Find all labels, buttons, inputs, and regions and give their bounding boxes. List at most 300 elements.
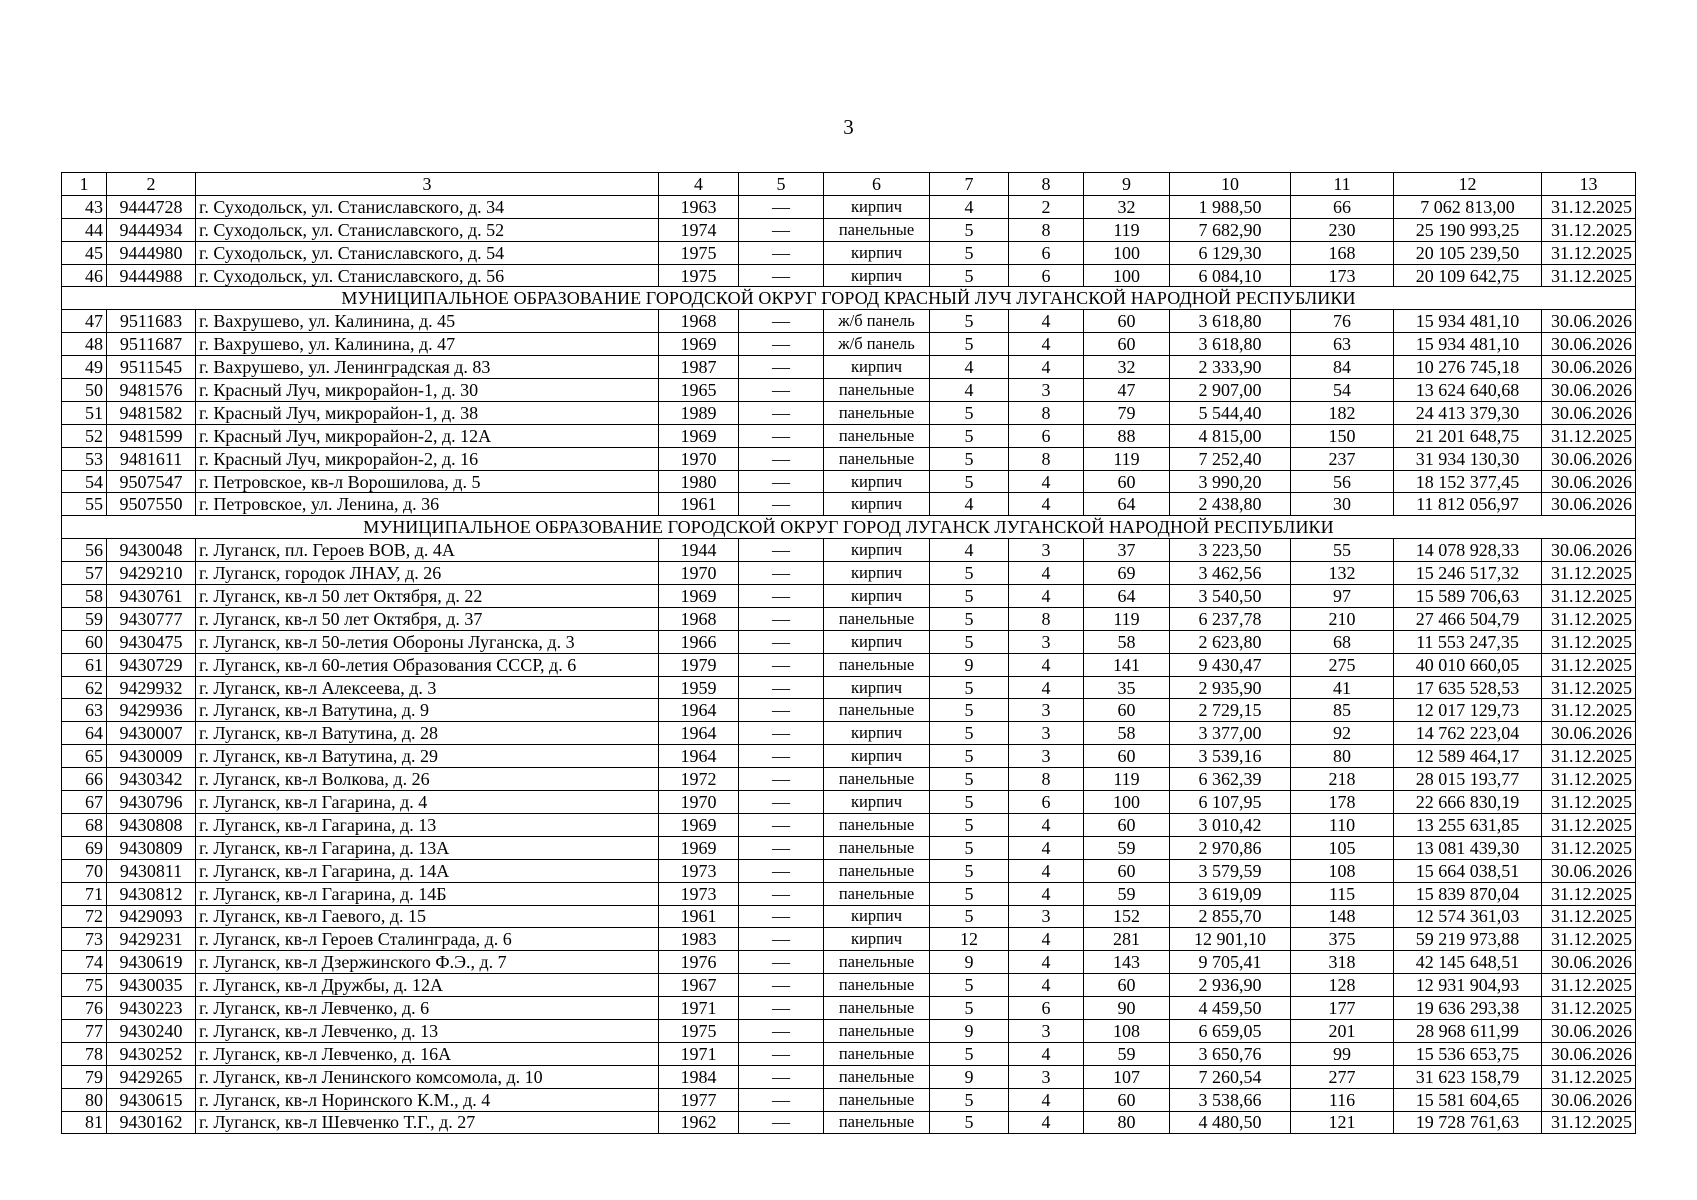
floors-cell: 5 xyxy=(930,745,1009,768)
total-area-cell: 6 129,30 xyxy=(1170,241,1291,264)
cost-cell: 10 276 745,18 xyxy=(1394,356,1542,379)
year-built-cell: 1975 xyxy=(659,1019,739,1042)
year-built-cell: 1968 xyxy=(659,607,739,630)
wall-material-cell: панельные xyxy=(824,951,930,974)
residents-cell: 105 xyxy=(1291,836,1394,859)
floors-cell: 5 xyxy=(930,1042,1009,1065)
row-number-cell: 66 xyxy=(62,768,107,791)
deadline-cell: 30.06.2026 xyxy=(1542,379,1636,402)
residents-cell: 277 xyxy=(1291,1065,1394,1088)
year-built-cell: 1980 xyxy=(659,470,739,493)
apartments-cell: 64 xyxy=(1084,585,1170,608)
row-number-cell: 47 xyxy=(62,310,107,333)
address-cell: г. Луганск, кв-л Дзержинского Ф.Э., д. 7 xyxy=(196,951,659,974)
column-number-cell: 8 xyxy=(1009,173,1084,196)
object-id-cell: 9481576 xyxy=(107,379,196,402)
object-id-cell: 9429093 xyxy=(107,905,196,928)
table-row xyxy=(62,905,1636,928)
wall-material-cell: панельные xyxy=(824,768,930,791)
row-number-cell: 76 xyxy=(62,997,107,1020)
deadline-cell: 30.06.2026 xyxy=(1542,493,1636,516)
row-number-cell: 59 xyxy=(62,607,107,630)
year-built-cell: 1984 xyxy=(659,1065,739,1088)
object-id-cell: 9444934 xyxy=(107,218,196,241)
residents-cell: 115 xyxy=(1291,882,1394,905)
col-5-cell: — xyxy=(739,447,824,470)
table-row xyxy=(62,401,1636,424)
entrances-cell: 6 xyxy=(1009,791,1084,814)
cost-cell: 14 762 223,04 xyxy=(1394,722,1542,745)
residents-cell: 201 xyxy=(1291,1019,1394,1042)
entrances-cell: 4 xyxy=(1009,333,1084,356)
wall-material-cell: панельные xyxy=(824,1065,930,1088)
year-built-cell: 1964 xyxy=(659,699,739,722)
wall-material-cell: кирпич xyxy=(824,905,930,928)
address-cell: г. Луганск, кв-л Шевченко Т.Г., д. 27 xyxy=(196,1111,659,1134)
object-id-cell: 9430048 xyxy=(107,539,196,562)
total-area-cell: 6 362,39 xyxy=(1170,768,1291,791)
year-built-cell: 1975 xyxy=(659,241,739,264)
floors-cell: 5 xyxy=(930,791,1009,814)
floors-cell: 9 xyxy=(930,653,1009,676)
year-built-cell: 1976 xyxy=(659,951,739,974)
total-area-cell: 5 544,40 xyxy=(1170,401,1291,424)
deadline-cell: 31.12.2025 xyxy=(1542,607,1636,630)
address-cell: г. Луганск, кв-л 60-летия Образования СССР, д. 6 xyxy=(196,653,659,676)
apartments-cell: 100 xyxy=(1084,264,1170,287)
row-number-cell: 56 xyxy=(62,539,107,562)
cost-cell: 14 078 928,33 xyxy=(1394,539,1542,562)
column-number-cell: 5 xyxy=(739,173,824,196)
column-number-cell: 9 xyxy=(1084,173,1170,196)
object-id-cell: 9430342 xyxy=(107,768,196,791)
apartments-cell: 100 xyxy=(1084,241,1170,264)
residents-cell: 168 xyxy=(1291,241,1394,264)
floors-cell: 5 xyxy=(930,974,1009,997)
floors-cell: 5 xyxy=(930,310,1009,333)
column-number-cell: 11 xyxy=(1291,173,1394,196)
object-id-cell: 9444728 xyxy=(107,195,196,218)
year-built-cell: 1965 xyxy=(659,379,739,402)
entrances-cell: 6 xyxy=(1009,997,1084,1020)
floors-cell: 5 xyxy=(930,424,1009,447)
wall-material-cell: кирпич xyxy=(824,791,930,814)
entrances-cell: 6 xyxy=(1009,424,1084,447)
cost-cell: 20 105 239,50 xyxy=(1394,241,1542,264)
total-area-cell: 12 901,10 xyxy=(1170,928,1291,951)
wall-material-cell: панельные xyxy=(824,1019,930,1042)
table-row xyxy=(62,470,1636,493)
address-cell: г. Луганск, кв-л Норинского К.М., д. 4 xyxy=(196,1088,659,1111)
floors-cell: 5 xyxy=(930,333,1009,356)
floors-cell: 4 xyxy=(930,195,1009,218)
object-id-cell: 9430777 xyxy=(107,607,196,630)
year-built-cell: 1970 xyxy=(659,791,739,814)
total-area-cell: 2 623,80 xyxy=(1170,630,1291,653)
apartments-cell: 60 xyxy=(1084,699,1170,722)
apartments-cell: 281 xyxy=(1084,928,1170,951)
cost-cell: 12 017 129,73 xyxy=(1394,699,1542,722)
apartments-cell: 35 xyxy=(1084,676,1170,699)
cost-cell: 28 015 193,77 xyxy=(1394,768,1542,791)
deadline-cell: 30.06.2026 xyxy=(1542,401,1636,424)
cost-cell: 42 145 648,51 xyxy=(1394,951,1542,974)
table-row xyxy=(62,882,1636,905)
address-cell: г. Луганск, кв-л Дружбы, д. 12А xyxy=(196,974,659,997)
total-area-cell: 3 539,16 xyxy=(1170,745,1291,768)
floors-cell: 5 xyxy=(930,997,1009,1020)
residents-cell: 148 xyxy=(1291,905,1394,928)
deadline-cell: 31.12.2025 xyxy=(1542,974,1636,997)
cost-cell: 17 635 528,53 xyxy=(1394,676,1542,699)
entrances-cell: 3 xyxy=(1009,630,1084,653)
total-area-cell: 9 705,41 xyxy=(1170,951,1291,974)
residents-cell: 66 xyxy=(1291,195,1394,218)
row-number-cell: 54 xyxy=(62,470,107,493)
object-id-cell: 9430808 xyxy=(107,813,196,836)
total-area-cell: 3 010,42 xyxy=(1170,813,1291,836)
year-built-cell: 1944 xyxy=(659,539,739,562)
apartments-cell: 119 xyxy=(1084,607,1170,630)
col-5-cell: — xyxy=(739,1111,824,1134)
wall-material-cell: ж/б панель xyxy=(824,333,930,356)
table-row xyxy=(62,745,1636,768)
deadline-cell: 30.06.2026 xyxy=(1542,1088,1636,1111)
deadline-cell: 31.12.2025 xyxy=(1542,241,1636,264)
col-5-cell: — xyxy=(739,310,824,333)
row-number-cell: 69 xyxy=(62,836,107,859)
floors-cell: 5 xyxy=(930,905,1009,928)
total-area-cell: 3 223,50 xyxy=(1170,539,1291,562)
column-number-cell: 2 xyxy=(107,173,196,196)
entrances-cell: 8 xyxy=(1009,401,1084,424)
residents-cell: 150 xyxy=(1291,424,1394,447)
row-number-cell: 55 xyxy=(62,493,107,516)
row-number-cell: 46 xyxy=(62,264,107,287)
column-number-cell: 1 xyxy=(62,173,107,196)
total-area-cell: 2 936,90 xyxy=(1170,974,1291,997)
col-5-cell: — xyxy=(739,676,824,699)
residents-cell: 85 xyxy=(1291,699,1394,722)
table-row xyxy=(62,951,1636,974)
deadline-cell: 30.06.2026 xyxy=(1542,447,1636,470)
total-area-cell: 3 377,00 xyxy=(1170,722,1291,745)
floors-cell: 5 xyxy=(930,585,1009,608)
entrances-cell: 4 xyxy=(1009,676,1084,699)
apartments-cell: 60 xyxy=(1084,333,1170,356)
object-id-cell: 9429231 xyxy=(107,928,196,951)
object-id-cell: 9430475 xyxy=(107,630,196,653)
object-id-cell: 9430252 xyxy=(107,1042,196,1065)
address-cell: г. Луганск, кв-л Гагарина, д. 4 xyxy=(196,791,659,814)
deadline-cell: 31.12.2025 xyxy=(1542,562,1636,585)
address-cell: г. Красный Луч, микрорайон-1, д. 30 xyxy=(196,379,659,402)
cost-cell: 21 201 648,75 xyxy=(1394,424,1542,447)
total-area-cell: 4 815,00 xyxy=(1170,424,1291,447)
table-row xyxy=(62,241,1636,264)
deadline-cell: 31.12.2025 xyxy=(1542,791,1636,814)
apartments-cell: 32 xyxy=(1084,356,1170,379)
row-number-cell: 67 xyxy=(62,791,107,814)
address-cell: г. Луганск, кв-л Левченко, д. 13 xyxy=(196,1019,659,1042)
deadline-cell: 31.12.2025 xyxy=(1542,195,1636,218)
total-area-cell: 6 107,95 xyxy=(1170,791,1291,814)
wall-material-cell: панельные xyxy=(824,859,930,882)
wall-material-cell: кирпич xyxy=(824,241,930,264)
address-cell: г. Луганск, кв-л Гагарина, д. 14А xyxy=(196,859,659,882)
floors-cell: 9 xyxy=(930,1019,1009,1042)
apartments-cell: 60 xyxy=(1084,859,1170,882)
total-area-cell: 6 237,78 xyxy=(1170,607,1291,630)
floors-cell: 5 xyxy=(930,699,1009,722)
wall-material-cell: кирпич xyxy=(824,195,930,218)
address-cell: г. Луганск, кв-л Героев Сталинграда, д. 6 xyxy=(196,928,659,951)
object-id-cell: 9430223 xyxy=(107,997,196,1020)
object-id-cell: 9430619 xyxy=(107,951,196,974)
municipality-section-row xyxy=(62,287,1636,310)
address-cell: г. Вахрушево, ул. Калинина, д. 47 xyxy=(196,333,659,356)
residents-cell: 41 xyxy=(1291,676,1394,699)
col-5-cell: — xyxy=(739,493,824,516)
col-5-cell: — xyxy=(739,905,824,928)
cost-cell: 28 968 611,99 xyxy=(1394,1019,1542,1042)
table-row xyxy=(62,539,1636,562)
object-id-cell: 9430809 xyxy=(107,836,196,859)
object-id-cell: 9511545 xyxy=(107,356,196,379)
cost-cell: 15 664 038,51 xyxy=(1394,859,1542,882)
total-area-cell: 2 855,70 xyxy=(1170,905,1291,928)
address-cell: г. Петровское, кв-л Ворошилова, д. 5 xyxy=(196,470,659,493)
wall-material-cell: панельные xyxy=(824,997,930,1020)
floors-cell: 9 xyxy=(930,951,1009,974)
row-number-cell: 48 xyxy=(62,333,107,356)
object-id-cell: 9430035 xyxy=(107,974,196,997)
table-row xyxy=(62,379,1636,402)
total-area-cell: 4 480,50 xyxy=(1170,1111,1291,1134)
residents-cell: 230 xyxy=(1291,218,1394,241)
total-area-cell: 7 682,90 xyxy=(1170,218,1291,241)
apartments-cell: 47 xyxy=(1084,379,1170,402)
total-area-cell: 3 618,80 xyxy=(1170,333,1291,356)
col-5-cell: — xyxy=(739,974,824,997)
floors-cell: 5 xyxy=(930,768,1009,791)
cost-cell: 15 589 706,63 xyxy=(1394,585,1542,608)
column-number-cell: 3 xyxy=(196,173,659,196)
floors-cell: 5 xyxy=(930,470,1009,493)
residents-cell: 375 xyxy=(1291,928,1394,951)
entrances-cell: 3 xyxy=(1009,699,1084,722)
cost-cell: 12 589 464,17 xyxy=(1394,745,1542,768)
residents-cell: 110 xyxy=(1291,813,1394,836)
cost-cell: 11 553 247,35 xyxy=(1394,630,1542,653)
col-5-cell: — xyxy=(739,699,824,722)
table-row xyxy=(62,928,1636,951)
table-row xyxy=(62,356,1636,379)
entrances-cell: 6 xyxy=(1009,264,1084,287)
object-id-cell: 9430162 xyxy=(107,1111,196,1134)
residents-cell: 80 xyxy=(1291,745,1394,768)
table-row xyxy=(62,676,1636,699)
wall-material-cell: кирпич xyxy=(824,356,930,379)
table-row xyxy=(62,493,1636,516)
deadline-cell: 31.12.2025 xyxy=(1542,813,1636,836)
apartments-cell: 60 xyxy=(1084,974,1170,997)
table-row xyxy=(62,699,1636,722)
col-5-cell: — xyxy=(739,470,824,493)
deadline-cell: 30.06.2026 xyxy=(1542,1042,1636,1065)
apartments-cell: 69 xyxy=(1084,562,1170,585)
deadline-cell: 31.12.2025 xyxy=(1542,1065,1636,1088)
deadline-cell: 30.06.2026 xyxy=(1542,722,1636,745)
cost-cell: 31 623 158,79 xyxy=(1394,1065,1542,1088)
year-built-cell: 1962 xyxy=(659,1111,739,1134)
floors-cell: 5 xyxy=(930,836,1009,859)
object-id-cell: 9430811 xyxy=(107,859,196,882)
residents-cell: 178 xyxy=(1291,791,1394,814)
table-row xyxy=(62,768,1636,791)
residents-cell: 56 xyxy=(1291,470,1394,493)
entrances-cell: 4 xyxy=(1009,356,1084,379)
row-number-cell: 62 xyxy=(62,676,107,699)
residents-cell: 97 xyxy=(1291,585,1394,608)
apartments-cell: 119 xyxy=(1084,447,1170,470)
wall-material-cell: кирпич xyxy=(824,493,930,516)
entrances-cell: 4 xyxy=(1009,928,1084,951)
entrances-cell: 4 xyxy=(1009,974,1084,997)
entrances-cell: 4 xyxy=(1009,813,1084,836)
table-row xyxy=(62,722,1636,745)
municipality-title: МУНИЦИПАЛЬНОЕ ОБРАЗОВАНИЕ ГОРОДСКОЙ ОКРУГ ГОРОД ЛУГАНСК ЛУГАНСКОЙ НАРОДНОЙ РЕСПУБЛИКИ xyxy=(62,516,1636,539)
row-number-cell: 50 xyxy=(62,379,107,402)
row-number-cell: 53 xyxy=(62,447,107,470)
object-id-cell: 9511683 xyxy=(107,310,196,333)
row-number-cell: 44 xyxy=(62,218,107,241)
entrances-cell: 4 xyxy=(1009,562,1084,585)
col-5-cell: — xyxy=(739,768,824,791)
address-cell: г. Вахрушево, ул. Калинина, д. 45 xyxy=(196,310,659,333)
wall-material-cell: панельные xyxy=(824,379,930,402)
address-cell: г. Луганск, кв-л 50 лет Октября, д. 22 xyxy=(196,585,659,608)
table-row xyxy=(62,653,1636,676)
address-cell: г. Луганск, кв-л Алексеева, д. 3 xyxy=(196,676,659,699)
apartments-cell: 60 xyxy=(1084,813,1170,836)
total-area-cell: 4 459,50 xyxy=(1170,997,1291,1020)
cost-cell: 25 190 993,25 xyxy=(1394,218,1542,241)
entrances-cell: 3 xyxy=(1009,905,1084,928)
cost-cell: 13 624 640,68 xyxy=(1394,379,1542,402)
row-number-cell: 68 xyxy=(62,813,107,836)
col-5-cell: — xyxy=(739,836,824,859)
table-row xyxy=(62,1042,1636,1065)
table-row xyxy=(62,1065,1636,1088)
deadline-cell: 30.06.2026 xyxy=(1542,1019,1636,1042)
address-cell: г. Вахрушево, ул. Ленинградская д. 83 xyxy=(196,356,659,379)
table-row xyxy=(62,1111,1636,1134)
floors-cell: 5 xyxy=(930,882,1009,905)
cost-cell: 22 666 830,19 xyxy=(1394,791,1542,814)
apartments-cell: 119 xyxy=(1084,218,1170,241)
col-5-cell: — xyxy=(739,356,824,379)
object-id-cell: 9429932 xyxy=(107,676,196,699)
row-number-cell: 58 xyxy=(62,585,107,608)
floors-cell: 5 xyxy=(930,218,1009,241)
col-5-cell: — xyxy=(739,630,824,653)
address-cell: г. Суходольск, ул. Станиславского, д. 34 xyxy=(196,195,659,218)
col-5-cell: — xyxy=(739,653,824,676)
apartments-cell: 37 xyxy=(1084,539,1170,562)
wall-material-cell: панельные xyxy=(824,699,930,722)
wall-material-cell: панельные xyxy=(824,882,930,905)
wall-material-cell: панельные xyxy=(824,836,930,859)
apartments-cell: 79 xyxy=(1084,401,1170,424)
deadline-cell: 31.12.2025 xyxy=(1542,585,1636,608)
floors-cell: 5 xyxy=(930,607,1009,630)
address-cell: г. Красный Луч, микрорайон-2, д. 12А xyxy=(196,424,659,447)
apartments-cell: 60 xyxy=(1084,745,1170,768)
row-number-cell: 81 xyxy=(62,1111,107,1134)
entrances-cell: 3 xyxy=(1009,1019,1084,1042)
deadline-cell: 31.12.2025 xyxy=(1542,424,1636,447)
total-area-cell: 6 659,05 xyxy=(1170,1019,1291,1042)
deadline-cell: 30.06.2026 xyxy=(1542,310,1636,333)
floors-cell: 12 xyxy=(930,928,1009,951)
cost-cell: 13 081 439,30 xyxy=(1394,836,1542,859)
year-built-cell: 1963 xyxy=(659,195,739,218)
row-number-cell: 73 xyxy=(62,928,107,951)
deadline-cell: 31.12.2025 xyxy=(1542,1111,1636,1134)
entrances-cell: 4 xyxy=(1009,951,1084,974)
object-id-cell: 9481582 xyxy=(107,401,196,424)
wall-material-cell: кирпич xyxy=(824,585,930,608)
floors-cell: 5 xyxy=(930,722,1009,745)
total-area-cell: 3 540,50 xyxy=(1170,585,1291,608)
table-row xyxy=(62,310,1636,333)
year-built-cell: 1959 xyxy=(659,676,739,699)
cost-cell: 15 581 604,65 xyxy=(1394,1088,1542,1111)
deadline-cell: 31.12.2025 xyxy=(1542,836,1636,859)
year-built-cell: 1970 xyxy=(659,447,739,470)
cost-cell: 12 574 361,03 xyxy=(1394,905,1542,928)
entrances-cell: 3 xyxy=(1009,745,1084,768)
column-number-cell: 12 xyxy=(1394,173,1542,196)
table-row xyxy=(62,585,1636,608)
apartments-cell: 90 xyxy=(1084,997,1170,1020)
table-row xyxy=(62,997,1636,1020)
cost-cell: 15 934 481,10 xyxy=(1394,333,1542,356)
apartments-cell: 80 xyxy=(1084,1111,1170,1134)
year-built-cell: 1970 xyxy=(659,562,739,585)
cost-cell: 15 839 870,04 xyxy=(1394,882,1542,905)
floors-cell: 5 xyxy=(930,447,1009,470)
table-row xyxy=(62,836,1636,859)
apartments-cell: 32 xyxy=(1084,195,1170,218)
object-id-cell: 9507547 xyxy=(107,470,196,493)
year-built-cell: 1973 xyxy=(659,882,739,905)
floors-cell: 5 xyxy=(930,241,1009,264)
cost-cell: 27 466 504,79 xyxy=(1394,607,1542,630)
total-area-cell: 3 618,80 xyxy=(1170,310,1291,333)
deadline-cell: 30.06.2026 xyxy=(1542,470,1636,493)
object-id-cell: 9429265 xyxy=(107,1065,196,1088)
deadline-cell: 30.06.2026 xyxy=(1542,859,1636,882)
entrances-cell: 3 xyxy=(1009,1065,1084,1088)
col-5-cell: — xyxy=(739,951,824,974)
residents-cell: 54 xyxy=(1291,379,1394,402)
object-id-cell: 9430812 xyxy=(107,882,196,905)
cost-cell: 20 109 642,75 xyxy=(1394,264,1542,287)
year-built-cell: 1973 xyxy=(659,859,739,882)
object-id-cell: 9430007 xyxy=(107,722,196,745)
